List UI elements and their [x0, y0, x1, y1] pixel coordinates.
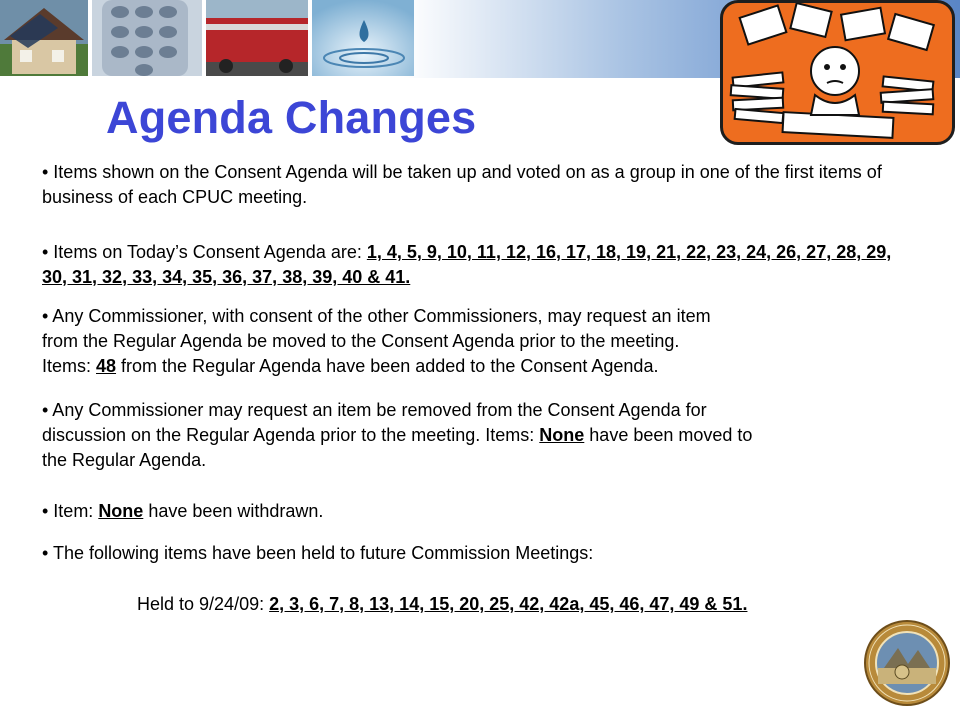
- bullet-moved-to-consent: [42, 304, 912, 379]
- bullet-line: from the Regular Agenda be moved to the Consent Agenda prior to the meeting.: [42, 331, 680, 351]
- held-items-list: 2, 3, 6, 7, 8, 13, 14, 15, 20, 25, 42, 42a, 45, 46, 47, 49 & 51.: [269, 594, 748, 614]
- phone-keypad-photo: [92, 0, 202, 76]
- bullet-text: • Item:: [42, 501, 99, 521]
- page-title: Agenda Changes: [106, 92, 477, 143]
- house-photo: [0, 0, 88, 76]
- added-items: 48: [96, 356, 117, 376]
- water-drop-photo: [312, 0, 414, 76]
- cpuc-seal: [864, 620, 950, 706]
- bullet-removed-from-consent: [42, 398, 912, 473]
- bullet-text: discussion on the Regular Agenda prior to the meeting. Items:: [42, 425, 540, 445]
- bullet-text: Items:: [42, 356, 97, 376]
- bullet-text: have been withdrawn.: [143, 501, 324, 521]
- bullet-held-items: [42, 541, 912, 566]
- removed-items: None: [539, 425, 585, 445]
- paperwork-cartoon: [720, 0, 955, 145]
- held-prefix: Held to 9/24/09:: [137, 594, 270, 614]
- bullet-line: • Any Commissioner may request an item be removed from the Consent Agenda for: [42, 400, 707, 420]
- withdrawn-items: None: [98, 501, 144, 521]
- bullet-todays-consent-items: [42, 240, 912, 290]
- bullet-text: have been moved to: [584, 425, 753, 445]
- bullet-consent-agenda-intro: [42, 160, 912, 210]
- held-to-date: [137, 592, 917, 617]
- bullet-line: • Any Commissioner, with consent of the other Commissioners, may request an item: [42, 306, 711, 326]
- bullet-text: • Items shown on the Consent Agenda will be taken up and voted on as a group in one of the first items of business of each CPUC meeting.: [42, 162, 882, 207]
- bullet-line: the Regular Agenda.: [42, 450, 207, 470]
- bullet-text: • Items on Today’s Consent Agenda are:: [42, 242, 367, 262]
- train-photo: [206, 0, 308, 76]
- consent-items-list: 1, 4, 5, 9, 10, 11, 12, 16, 17, 18, 19, 21, 22, 23, 24, 26, 27, 28, 29, 30, 31, 32, 33, 34, 35, 36, 37, 38, 39, 40 & 41.: [42, 242, 892, 287]
- bullet-text: from the Regular Agenda have been added to the Consent Agenda.: [116, 356, 659, 376]
- bullet-withdrawn: [42, 499, 912, 524]
- bullet-text: • The following items have been held to future Commission Meetings:: [42, 543, 594, 563]
